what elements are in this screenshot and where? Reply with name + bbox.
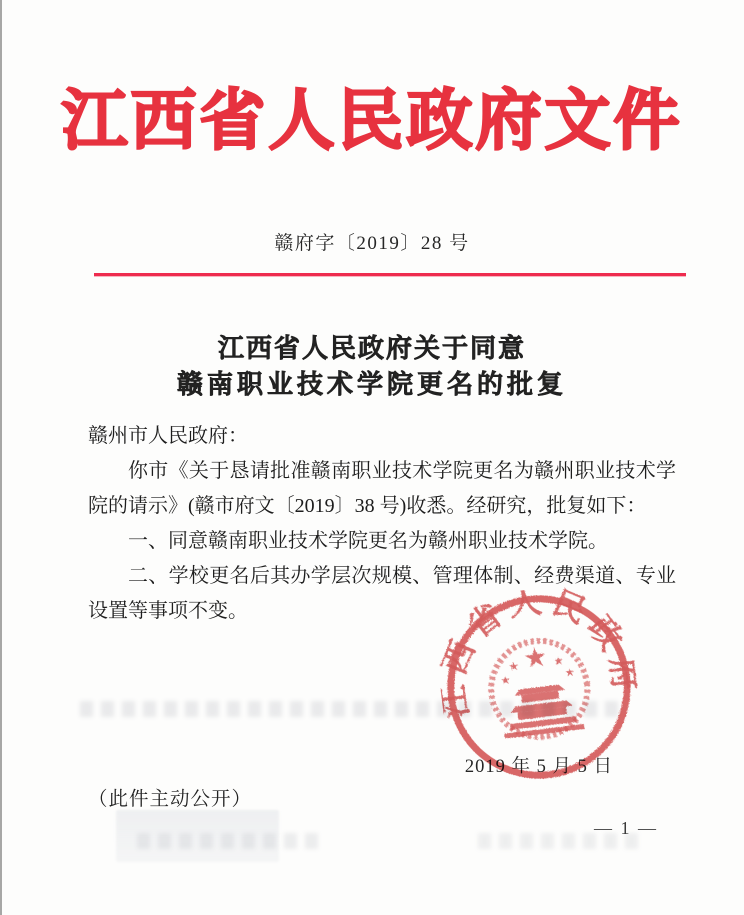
body-paragraph: 一、同意赣南职业技术学院更名为赣州职业技术学院。 (128, 530, 608, 552)
star-icon (554, 656, 564, 665)
red-divider-line (94, 273, 686, 276)
star-icon (501, 675, 511, 684)
page-number: — 1 — (594, 818, 658, 838)
star-icon (565, 667, 575, 676)
document-title-line-2: 赣南职业技术学院更名的批复 (176, 370, 567, 399)
disclosure-note: （此件主动公开） (88, 789, 253, 810)
document-reference-number: 赣府字〔2019〕28 号 (274, 233, 470, 254)
seal-text-path: 江西省人民政府 (433, 581, 645, 721)
star-icon (509, 661, 519, 670)
body-paragraph: 二、学校更名后其办学层次规模、管理体制、经费渠道、专业设置等事项不变。 (88, 565, 676, 622)
official-seal (430, 578, 648, 796)
body-paragraph: 你市《关于恳请批准赣南职业技术学院更名为赣州职业技术学院的请示》(赣市府文〔2019〕38 号)收悉。经研究，批复如下： (88, 460, 676, 517)
national-emblem-icon (486, 635, 593, 742)
scan-smudge-artifact (116, 810, 279, 862)
document-title (0, 331, 744, 403)
issue-date: 2019 年 5 月 5 日 (464, 757, 614, 777)
letterhead-title: 江西省人民政府文件 (61, 85, 683, 158)
salutation: 赣州市人民政府： (88, 425, 248, 447)
document-title-line-1: 江西省人民政府关于同意 (217, 334, 526, 363)
star-icon (524, 646, 547, 668)
bleed-through-artifact (478, 833, 638, 849)
